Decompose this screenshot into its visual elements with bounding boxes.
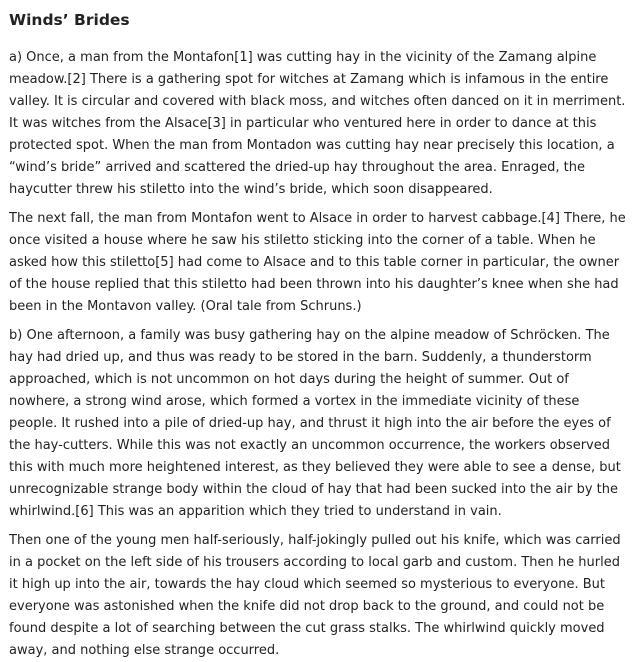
paragraph-1: a) Once, a man from the Montafon[1] was cutting hay in the vicinity of the Zamang alpine meadow.[2] There is a gathering spot for witches at Zamang which is infamous in the entire valley. It is circular and covered with black moss, and witches often danced on it in merriment. It was witches from the Alsace[3] in particular who ventured here in order to dance at this protected spot. When the man from Montadon was cutting hay near precisely this location, a “wind’s bride” arrived and scattered the dried-up hay throughout the area. Enraged, the haycutter threw his stiletto into the wind’s bride, which soon disappeared. xyxy=(9,50,626,197)
paragraph-3: b) One afternoon, a family was busy gathering hay on the alpine meadow of Schröcken. The hay had dried up, and thus was ready to be stored in the barn. Suddenly, a thunderstorm approached, which is not uncommon on hot days during the height of summer. Out of nowhere, a strong wind arose, which formed a vortex in the immediate vicinity of these people. It rushed into a pile of dried-up hay, and thrust it high into the air before the eyes of the hay-cutters. While this was not exactly an uncommon occurrence, the workers observed this with much more heightened interest, as they believed they were able to see a dense, but unrecognizable strange body within the cloud of hay that had been sucked into the air by the whirlwind.[6] This was an apparition which they tried to understand in vain. xyxy=(9,328,621,519)
article-title: Winds’ Brides xyxy=(9,11,130,29)
paragraph-2: The next fall, the man from Montafon went to Alsace in order to harvest cabbage.[4] There, he once visited a house where he saw his stiletto sticking into the corner of a table. When he asked how this stiletto[5] had come to Alsace and to this table corner in particular, the owner of the house replied that this stiletto had been thrown into his daughter’s knee when she had been in the Montavon valley. (Oral tale from Schruns.) xyxy=(9,211,626,314)
paragraph-4: Then one of the young men half-seriously, half-jokingly pulled out his knife, which was carried in a pocket on the left side of his trousers according to local garb and custom. Then he hurled it high up into the air, towards the hay cloud which seemed so mysterious to everyone. But everyone was astonished when the knife did not drop back to the ground, and could not be found despite a lot of searching between the cut grass stalks. The whirlwind quickly moved away, and nothing else strange occurred. xyxy=(9,533,621,658)
